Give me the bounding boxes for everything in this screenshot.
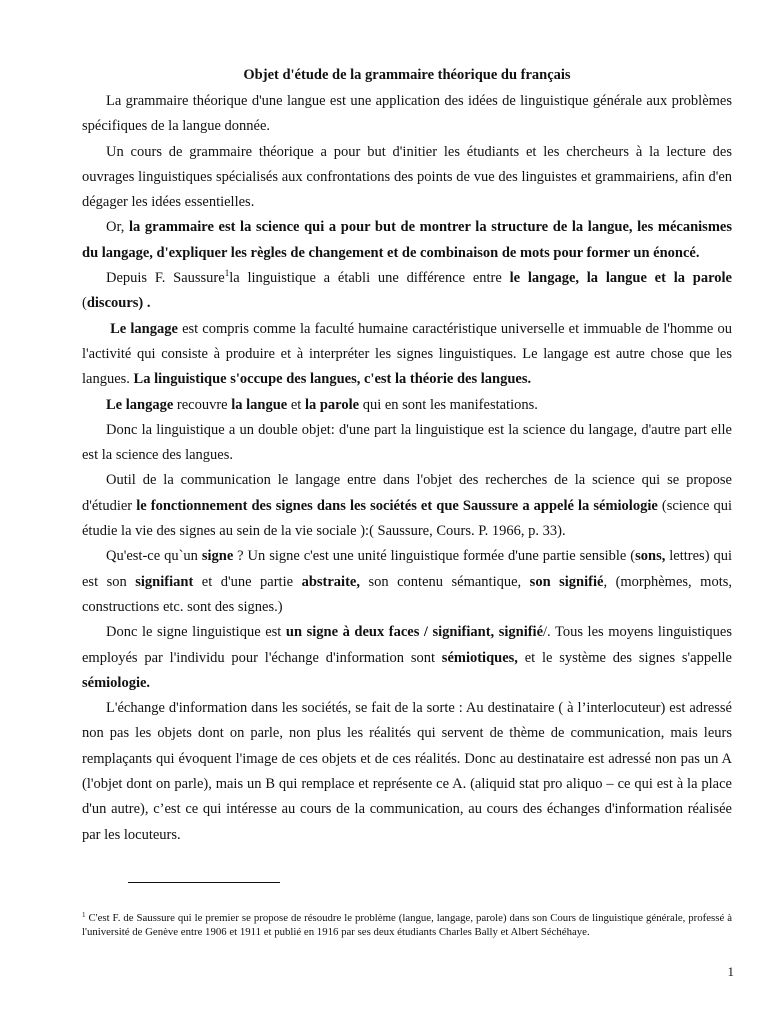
paragraph-10-text-c: /. Tous les moyens linguistiques employés par l'individu pour l'échange d'information sont [82,624,732,666]
footnote-separator [128,882,280,883]
paragraph-9-signifiant: signifiant [135,573,194,590]
paragraph-10-semiotiques: sémiotiques, [441,649,518,666]
paragraph-10-semiologie: sémiologie. [82,674,151,691]
paragraph-9 [82,544,732,620]
paragraph-8-semiologie: le fonctionnement des signes dans les sociétés et que Saussure a appelé la sémiologie [136,497,658,514]
paragraph-9-text-c: ? Un signe c'est une unité linguistique formée d'une partie sensible ( [233,548,636,565]
paragraph-9-text-a: Qu'est-ce qu`un [106,548,202,565]
document-title: Objet d'étude de la grammaire théorique du français [243,67,571,83]
paragraph-5-conclusion: La linguistique s'occupe des langues, c'est la théorie des langues. [133,371,532,388]
paragraph-4-discours: discours) . [86,295,151,312]
paragraph-6-term-langage: Le langage [106,396,174,413]
paragraph-9-signifie: son signifié [529,573,604,590]
footnote [82,911,732,939]
paragraph-6-text-2: et [287,396,305,413]
paragraph-2: Un cours de grammaire théorique a pour but d'initier les étudiants et les chercheurs à la lecture des ouvrages linguistiques spécialisés aux confrontations des points de vue des linguistes et grammairiens, afin d'en dégager les idées essentielles. [82,143,732,211]
paragraph-8 [82,468,732,544]
paragraph-9-sons: sons, [635,548,666,565]
paragraph-6-text-3: qui en sont les manifestations. [359,396,538,413]
paragraph-9-abstraite: abstraite, [301,573,360,590]
paragraph-5-term: Le langage [110,320,178,337]
paragraph-4-intro: Depuis F. Saussure [106,270,225,287]
paragraph-3-intro: Or, [106,219,129,236]
paragraph-7: Donc la linguistique a un double objet: d'une part la linguistique est la science du langage, d'autre part elle est la science des langues. [82,421,732,464]
paragraph-3-definition: la grammaire est la science qui a pour but de montrer la structure de la langue, les mécanismes du langage, d'expliquer les règles de changement et de combinaison de mots pour former un énoncé. [82,219,732,261]
paragraph-11: L'échange d'information dans les sociétés, se fait de la sorte : Au destinataire ( à l’interlocuteur) est adressé non pas les objets dont on parle, non plus les réalités qui servent de thème de communication, mais leurs remplaçants qui évoquent l'image de ces objets et de ces réalités. Donc au destinataire est adressé non pas un A (l'objet dont on parle), mais un B qui remplace et représente ce A. (aliquid stat pro aliquo – ce qui est à la place d'un autre), c’est ce qui intéresse au cours de la communication, au cours des échanges d'information réalisée par les locuteurs. [82,700,732,843]
paragraph-10-deux-faces: un signe à deux faces / signifiant, signifié [285,624,544,641]
paragraph-5 [82,317,732,393]
paragraph-3 [82,215,732,266]
paragraph-4-text: la linguistique a établi une différence entre [229,270,510,287]
paragraph-4 [82,266,732,317]
paragraph-10-text-e: et le système des signes s'appelle [517,649,732,666]
paragraph-8-intro: Outil de la communication le langage entre dans l'objet des recherches de la science qui se propose d'étudier [82,472,732,514]
paragraph-9-text-k: , (morphèmes, mots, constructions etc. sont des signes.) [82,573,732,615]
footnote-number: 1 [82,911,86,919]
footnote-text: C'est F. de Saussure qui le premier se propose de résoudre le problème (langue, langage, parole) dans son Cours de linguistique générale, professé à l'université de Genève entre 1906 et 1911 et publié en 1916 par ses deux étudiants Charles Bally et Albert Séchéhaye. [82,912,732,938]
paragraph-9-text-e: lettres) qui est son [82,548,732,590]
paragraph-9-signe: signe [201,548,234,565]
paragraph-8-citation: (science qui étudie la vie des signes au sein de la vie sociale ):( Saussure, Cours. P. 1966, p. 33). [82,497,732,540]
paragraph-9-text-g: et d'une partie [193,573,302,590]
paragraph-1: La grammaire théorique d'une langue est une application des idées de linguistique générale aux problèmes spécifiques de la langue donnée. [82,93,732,135]
paragraph-5-text: est compris comme la faculté humaine caractéristique universelle et immuable de l'homme ou l'activité qui consiste à produire et à interpréter les signes linguistiques. Le langage est autre chose que les langues. [82,320,732,388]
paragraph-4-terms: le langage, la langue et la parole [509,270,732,287]
paragraph-6 [82,393,732,418]
paragraph-10-text-a: Donc le signe linguistique est [106,624,286,641]
page-number: 1 [727,964,734,979]
paragraph-6-text-1: recouvre [173,396,232,413]
paragraph-10 [82,620,732,696]
paragraph-6-term-langue: la langue [231,396,288,413]
paragraph-6-term-parole: la parole [304,396,360,413]
footnote-reference[interactable]: 1 [224,268,230,279]
paragraph-4-paren: ( [82,295,87,312]
document-body [82,89,732,848]
paragraph-9-text-i: son contenu sémantique, [359,573,530,590]
